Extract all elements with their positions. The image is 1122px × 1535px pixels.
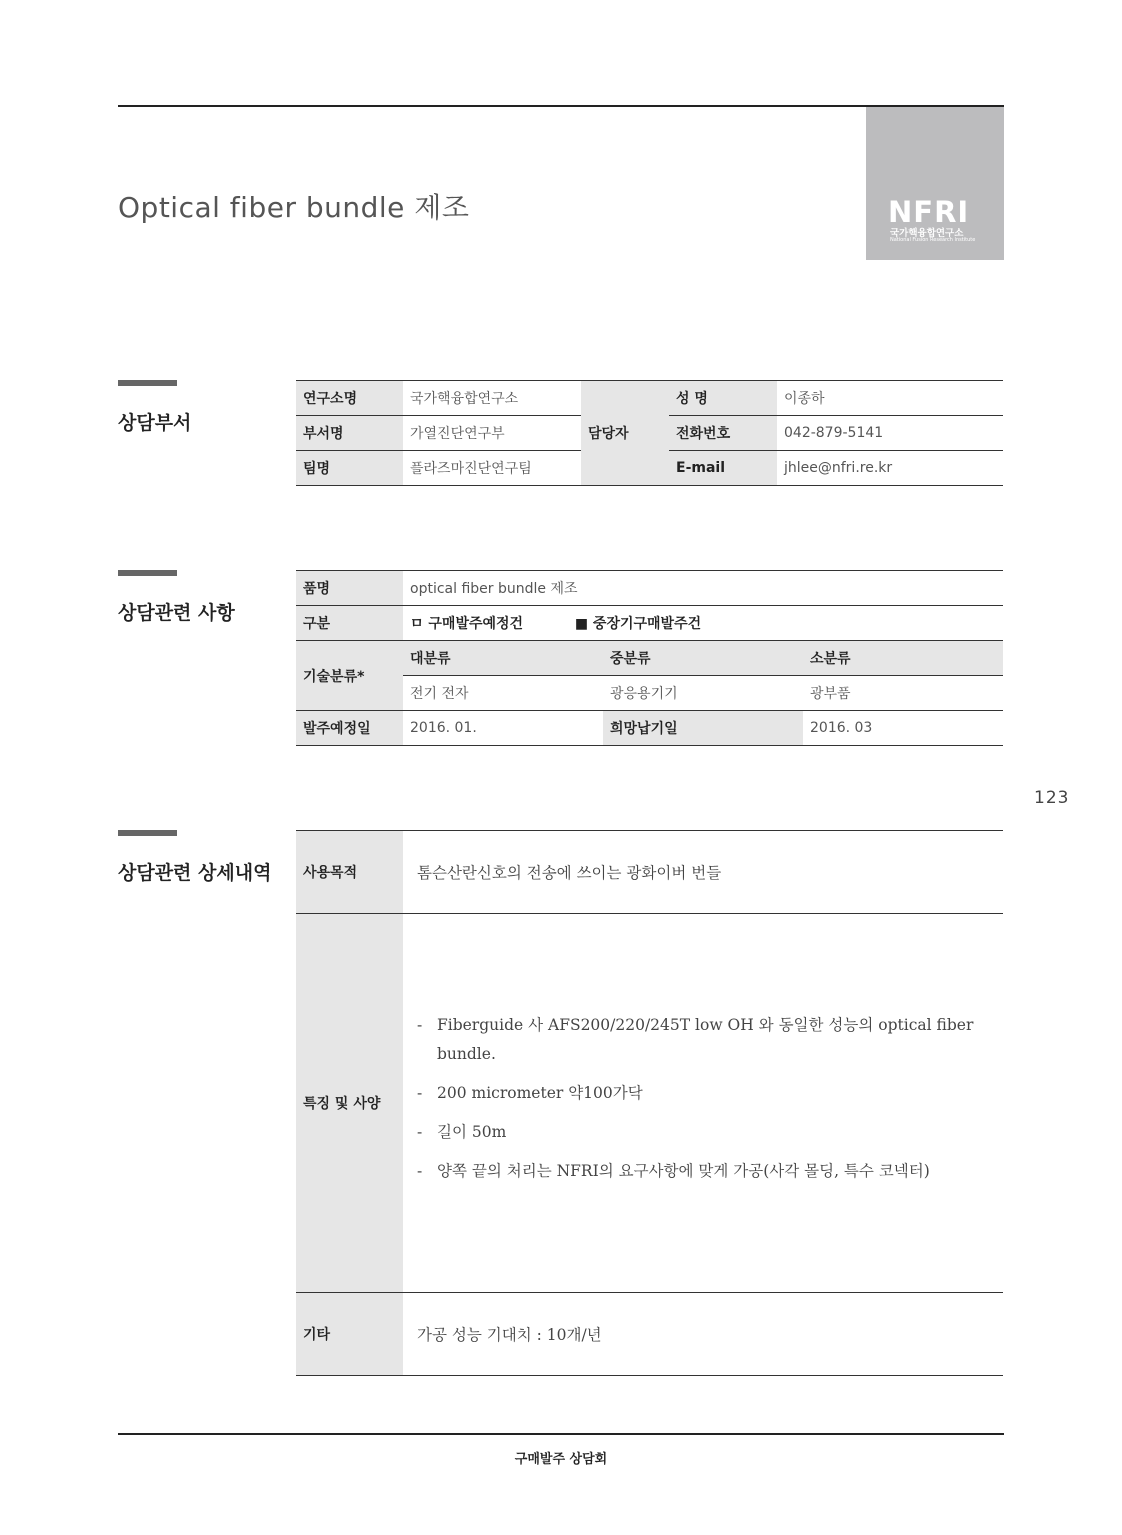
section-bar	[118, 380, 177, 386]
team-label: 팀명	[296, 451, 403, 486]
phone-value: 042-879-5141	[777, 416, 1003, 451]
institute-label: 연구소명	[296, 381, 403, 416]
name-value: 이종하	[777, 381, 1003, 416]
section-label-consult-dept: 상담부서	[118, 412, 192, 434]
type-label: 구분	[296, 606, 403, 641]
footer-text: 구매발주 상담회	[514, 1452, 608, 1467]
consult-details-table	[296, 830, 1003, 1376]
tech-label: 기술분류*	[296, 641, 403, 711]
phone-label: 전화번호	[669, 416, 777, 451]
team-value: 플라즈마진단연구팀	[403, 451, 581, 486]
type-options	[403, 606, 1003, 641]
list-item: - 양쪽 끝의 처리는 NFRI의 요구사항에 맞게 가공(사각 몰딩, 특수 코넥터)	[417, 1157, 997, 1186]
order-date-value: 2016. 01.	[403, 711, 603, 746]
logo-korean-name: 국가핵융합연구소	[890, 228, 964, 239]
email-label: E-mail	[669, 451, 777, 486]
mid-value: 광응용기기	[603, 676, 803, 711]
page-title: Optical fiber bundle 제조	[118, 191, 470, 224]
spec-label: 특징 및 사양	[296, 914, 403, 1293]
section-bar	[118, 570, 177, 576]
bullet-dash: -	[417, 1122, 423, 1141]
delivery-value: 2016. 03	[803, 711, 1003, 746]
name-label: 성 명	[669, 381, 777, 416]
institute-value: 국가핵융합연구소	[403, 381, 581, 416]
consult-items-table	[296, 570, 1003, 746]
type-option-planned: ㅁ 구매발주예정건	[410, 616, 524, 632]
bullet-dash: -	[417, 1083, 423, 1102]
bullet-dash: -	[417, 1161, 423, 1180]
purpose-label: 사용목적	[296, 831, 403, 914]
logo-english-name: National Fusion Research Institute	[890, 237, 976, 243]
purpose-value: 톰슨산란신호의 전송에 쓰이는 광화이버 번들	[403, 831, 1003, 914]
type-option-longterm: ■ 중장기구매발주건	[574, 616, 702, 632]
bullet-dash: -	[417, 1015, 423, 1034]
item-label: 품명	[296, 571, 403, 606]
logo-mark: NFRI	[888, 195, 970, 229]
other-value: 가공 성능 기대치 : 10개/년	[403, 1293, 1003, 1376]
dept-value: 가열진단연구부	[403, 416, 581, 451]
minor-value: 광부품	[803, 676, 1003, 711]
spec-cell	[403, 914, 1003, 1293]
other-label: 기타	[296, 1293, 403, 1376]
consult-dept-table	[296, 380, 1003, 486]
item-value: optical fiber bundle 제조	[403, 571, 1003, 606]
dept-label: 부서명	[296, 416, 403, 451]
major-value: 전기 전자	[403, 676, 603, 711]
list-item: - Fiberguide 사 AFS200/220/245T low OH 와 동일한 성능의 optical fiber bundle.	[417, 1011, 997, 1069]
minor-label: 소분류	[803, 641, 1003, 676]
order-date-label: 발주예정일	[296, 711, 403, 746]
list-item: - 길이 50m	[417, 1118, 997, 1147]
email-value: jhlee@nfri.re.kr	[777, 451, 1003, 486]
section-label-consult-details: 상담관련 상세내역	[118, 862, 272, 884]
delivery-label: 희망납기일	[603, 711, 803, 746]
list-item: - 200 micrometer 약100가닥	[417, 1079, 997, 1108]
spec-list	[417, 1011, 997, 1186]
bottom-rule	[118, 1433, 1004, 1435]
nfri-logo	[866, 107, 1004, 260]
page-number: 123	[1034, 788, 1070, 808]
major-label: 대분류	[403, 641, 603, 676]
section-bar	[118, 830, 177, 836]
mid-label: 중분류	[603, 641, 803, 676]
section-label-consult-items: 상담관련 사항	[118, 602, 235, 624]
contact-label: 담당자	[581, 381, 669, 486]
